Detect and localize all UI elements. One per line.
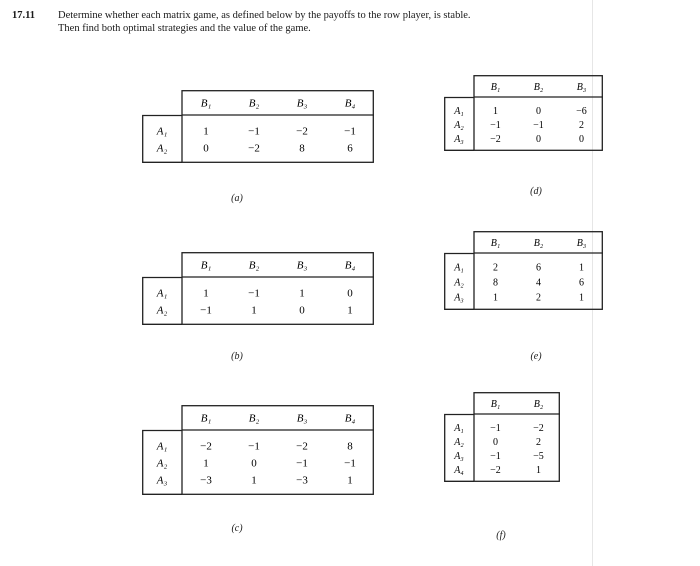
payoff-cell-e-2-1: 8 xyxy=(493,277,498,289)
payoff-cell-b-2-1: −1 xyxy=(200,304,212,317)
payoff-cell-f-2-2: 2 xyxy=(536,437,541,448)
payoff-cell-f-1-1: −1 xyxy=(490,423,501,434)
matrix-game-b xyxy=(142,252,374,325)
col-header-f-1: B₁ xyxy=(490,399,501,410)
payoff-cell-c-2-2: 0 xyxy=(251,457,257,470)
caption-a: (a) xyxy=(231,193,243,204)
payoff-cell-d-3-1: −2 xyxy=(490,134,501,145)
payoff-cell-a-1-2: −1 xyxy=(248,125,260,138)
col-header-b-4: B₄ xyxy=(344,259,356,272)
payoff-cell-a-2-2: −2 xyxy=(248,142,260,155)
payoff-cell-d-1-3: −6 xyxy=(576,106,587,117)
payoff-cell-e-3-1: 1 xyxy=(493,292,498,304)
payoff-cell-e-2-3: 6 xyxy=(579,277,584,289)
payoff-cell-b-1-1: 1 xyxy=(203,287,209,300)
payoff-cell-d-2-1: −1 xyxy=(490,120,501,131)
row-label-e-3: A₃ xyxy=(454,292,464,304)
col-header-a-4: B₄ xyxy=(344,97,356,110)
payoff-cell-c-2-4: −1 xyxy=(344,457,356,470)
matrix-game-d xyxy=(444,75,603,151)
matrix-svg-b xyxy=(142,252,374,325)
row-label-a-1: A₁ xyxy=(156,125,168,138)
payoff-cell-c-3-2: 1 xyxy=(251,474,257,487)
row-label-d-1: A₁ xyxy=(454,106,464,117)
col-header-c-1: B₁ xyxy=(200,412,212,425)
col-header-b-3: B₃ xyxy=(296,259,308,272)
payoff-cell-f-2-1: 0 xyxy=(493,437,498,448)
col-header-d-2: B₂ xyxy=(533,82,544,93)
row-label-c-3: A₃ xyxy=(156,474,168,487)
payoff-cell-f-3-2: −5 xyxy=(533,451,544,462)
payoff-cell-b-1-2: −1 xyxy=(248,287,260,300)
payoff-cell-e-1-2: 6 xyxy=(536,262,541,274)
col-header-a-3: B₃ xyxy=(296,97,308,110)
col-header-f-2: B₂ xyxy=(533,399,544,410)
payoff-cell-a-1-1: 1 xyxy=(203,125,209,138)
col-header-e-3: B₃ xyxy=(576,238,587,249)
caption-f: (f) xyxy=(496,530,506,541)
col-header-e-2: B₂ xyxy=(533,238,544,249)
row-label-f-1: A₁ xyxy=(454,423,464,434)
matrix-svg-a xyxy=(142,90,374,163)
caption-c: (c) xyxy=(231,523,243,534)
row-label-b-1: A₁ xyxy=(156,287,168,300)
payoff-cell-c-3-3: −3 xyxy=(296,474,308,487)
caption-d: (d) xyxy=(530,186,542,197)
col-header-d-3: B₃ xyxy=(576,82,587,93)
col-header-c-3: B₃ xyxy=(296,412,308,425)
row-label-d-2: A₂ xyxy=(454,120,464,131)
row-label-c-1: A₁ xyxy=(156,440,168,453)
problem-text-line-1: Determine whether each matrix game, as defined below by the payoffs to the row player, is stable. xyxy=(58,10,471,21)
matrix-svg-e xyxy=(444,231,603,310)
payoff-border-f xyxy=(474,393,559,482)
payoff-cell-d-3-3: 0 xyxy=(579,134,584,145)
payoff-cell-e-1-3: 1 xyxy=(579,262,584,274)
payoff-cell-d-2-3: 2 xyxy=(579,120,584,131)
col-header-e-1: B₁ xyxy=(490,238,501,249)
col-header-a-1: B₁ xyxy=(200,97,212,110)
payoff-cell-c-2-1: 1 xyxy=(203,457,209,470)
matrix-svg-d xyxy=(444,75,603,151)
row-label-c-2: A₂ xyxy=(156,457,168,470)
matrix-game-e xyxy=(444,231,603,310)
payoff-cell-d-2-2: −1 xyxy=(533,120,544,131)
caption-b: (b) xyxy=(231,351,243,362)
row-label-border-b xyxy=(143,278,182,325)
payoff-cell-f-4-2: 1 xyxy=(536,465,541,476)
payoff-cell-d-3-2: 0 xyxy=(536,134,541,145)
payoff-cell-d-1-1: 1 xyxy=(493,106,498,117)
payoff-cell-b-2-4: 1 xyxy=(347,304,353,317)
problem-text xyxy=(58,9,688,35)
payoff-cell-b-1-4: 0 xyxy=(347,287,353,300)
col-header-c-4: B₄ xyxy=(344,412,356,425)
matrix-svg-c xyxy=(142,405,374,495)
payoff-cell-e-3-2: 2 xyxy=(536,292,541,304)
payoff-cell-f-1-2: −2 xyxy=(533,423,544,434)
problem-number: 17.11 xyxy=(12,10,36,21)
row-label-e-1: A₁ xyxy=(454,262,464,274)
payoff-cell-a-1-3: −2 xyxy=(296,125,308,138)
payoff-cell-c-3-1: −3 xyxy=(200,474,212,487)
payoff-cell-a-2-3: 8 xyxy=(299,142,305,155)
payoff-cell-a-1-4: −1 xyxy=(344,125,356,138)
col-header-d-1: B₁ xyxy=(490,82,501,93)
payoff-cell-c-1-2: −1 xyxy=(248,440,260,453)
payoff-cell-a-2-1: 0 xyxy=(203,142,209,155)
payoff-cell-e-1-1: 2 xyxy=(493,262,498,274)
matrix-game-c xyxy=(142,405,374,495)
payoff-cell-c-1-1: −2 xyxy=(200,440,212,453)
payoff-cell-c-1-4: 8 xyxy=(347,440,353,453)
payoff-cell-c-3-4: 1 xyxy=(347,474,353,487)
row-label-e-2: A₂ xyxy=(454,277,464,289)
payoff-cell-b-1-3: 1 xyxy=(299,287,305,300)
row-label-a-2: A₂ xyxy=(156,142,168,155)
payoff-cell-e-2-2: 4 xyxy=(536,277,541,289)
col-header-a-2: B₂ xyxy=(248,97,260,110)
row-label-f-3: A₃ xyxy=(454,451,464,462)
payoff-cell-b-2-3: 0 xyxy=(299,304,305,317)
payoff-cell-f-4-1: −2 xyxy=(490,465,501,476)
payoff-cell-c-1-3: −2 xyxy=(296,440,308,453)
row-label-d-3: A₃ xyxy=(454,134,464,145)
col-header-c-2: B₂ xyxy=(248,412,260,425)
payoff-cell-c-2-3: −1 xyxy=(296,457,308,470)
payoff-cell-b-2-2: 1 xyxy=(251,304,257,317)
payoff-cell-d-1-2: 0 xyxy=(536,106,541,117)
row-label-border-a xyxy=(143,116,182,163)
matrix-svg-f xyxy=(444,392,560,482)
col-header-b-1: B₁ xyxy=(200,259,212,272)
col-header-b-2: B₂ xyxy=(248,259,260,272)
row-label-b-2: A₂ xyxy=(156,304,168,317)
row-label-f-2: A₂ xyxy=(454,437,464,448)
payoff-cell-a-2-4: 6 xyxy=(347,142,353,155)
caption-e: (e) xyxy=(530,351,542,362)
problem-text-line-2: Then find both optimal strategies and the value of the game. xyxy=(58,23,311,34)
row-label-f-4: A₄ xyxy=(454,465,464,476)
matrix-game-f xyxy=(444,392,560,482)
payoff-cell-f-3-1: −1 xyxy=(490,451,501,462)
payoff-cell-e-3-3: 1 xyxy=(579,292,584,304)
matrix-game-a xyxy=(142,90,374,163)
